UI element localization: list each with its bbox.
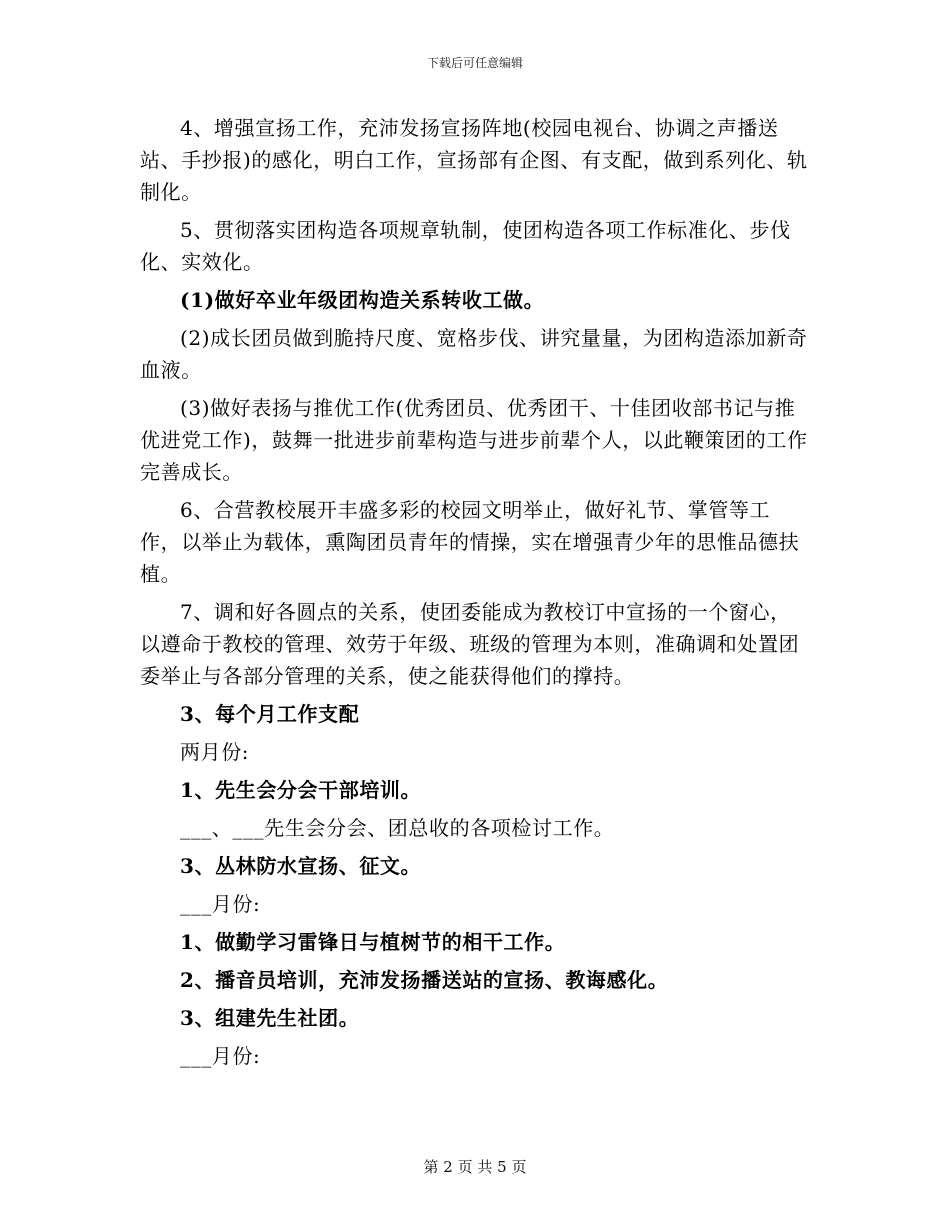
paragraph-7: 7、调和好各圆点的关系，使团委能成为教校订中宣扬的一个窗心，以遵命于教校的管理、效劳于年级、班级的管理为本则，准确调和处置团委举止与各部分管理的关系，使之能获得他们的撑持。 [140,600,800,688]
list-item-3: 3、丛林防水宣扬、征文。 [180,854,422,878]
list-item-4: 1、做勤学习雷锋日与植树节的相干工作。 [180,930,566,954]
page-number: 第 2 页 共 5 页 [423,1158,527,1176]
list-item-2: ___、___先生会分会、团总收的各项检讨工作。 [180,816,615,840]
document-body [140,112,810,1078]
section-heading-monthly-plan: 3、每个月工作支配 [180,702,360,726]
month-label-3: ___月份: [180,1044,261,1068]
paragraph-6: 6、合营教校展开丰盛多彩的校园文明举止，做好礼节、掌管等工作，以举止为载体，熏陶团员青年的情操，实在增强青少年的思惟品德扶植。 [140,498,800,586]
header-note: 下载后可任意编辑 [426,56,523,70]
paragraph-5: (3)做好表扬与推优工作(优秀团员、优秀团干、十佳团收部书记与推优进党工作)，鼓舞一批进步前辈构造与进步前辈个人，以此鞭策团的工作完善成长。 [140,396,808,484]
paragraph-4: (2)成长团员做到脆持尺度、宽格步伐、讲究量量，为团构造添加新奇血液。 [140,326,808,382]
month-label-2: ___月份: [180,892,261,916]
paragraph-2: 5、贯彻落实团构造各项规章轨制，使团构造各项工作标准化、步伐化、实效化。 [140,218,791,274]
list-item-5: 2、播音员培训，充沛发扬播送站的宣扬、教诲感化。 [180,968,669,992]
paragraph-3: (1)做好卒业年级团构造关系转收工做。 [180,288,545,312]
list-item-1: 1、先生会分会干部培训。 [180,778,422,802]
list-item-6: 3、组建先生社团。 [180,1006,360,1030]
paragraph-1: 4、增强宣扬工作，充沛发扬宣扬阵地(校园电视台、协调之声播送站、手抄报)的感化，明白工作，宣扬部有企图、有支配，做到系列化、轨制化。 [140,116,808,204]
month-label-1: 两月份: [180,740,250,764]
